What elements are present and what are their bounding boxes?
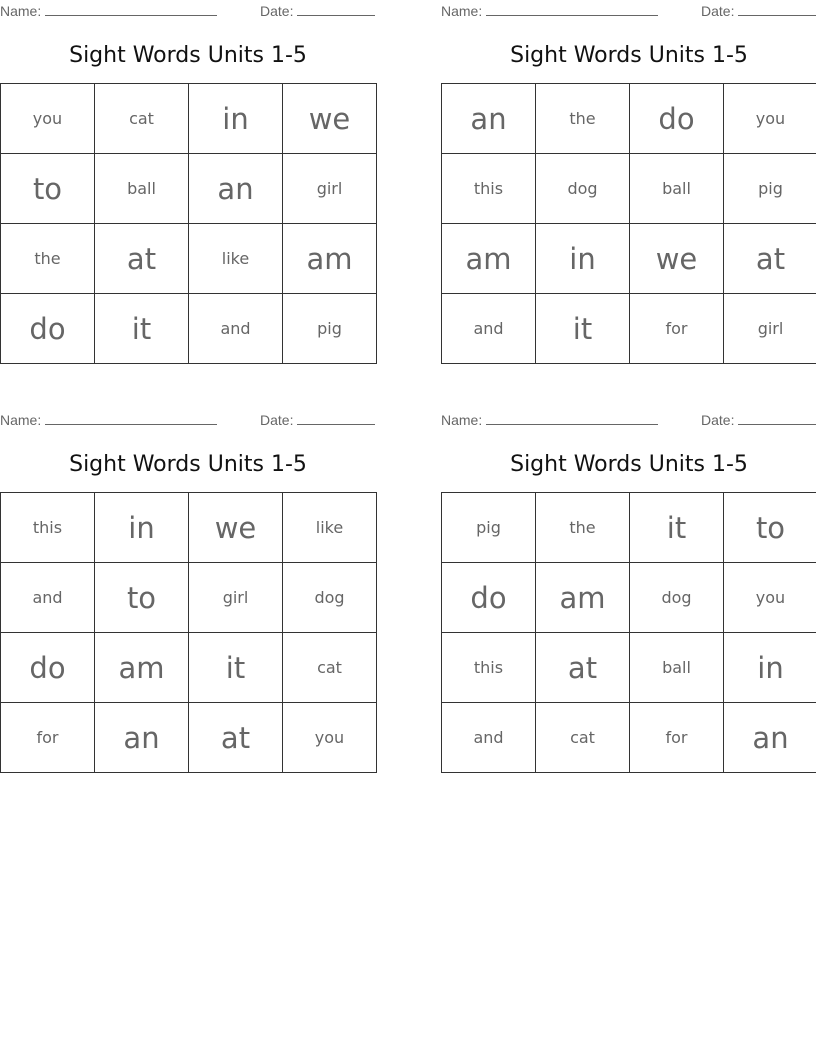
grid-row [442,154,816,224]
date-label: Date: [260,412,294,428]
date-label: Date: [701,3,735,19]
word-cell: do [442,563,536,633]
word-cell: it [189,633,283,703]
date-field [260,3,375,19]
word-cell: am [95,633,189,703]
grid-row [1,703,377,773]
card-title: Sight Words Units 1-5 [510,43,748,68]
word-cell: we [189,493,283,563]
word-cell: am [536,563,630,633]
word-cell: in [724,633,816,703]
name-field [441,412,658,428]
name-blank-line [486,3,658,16]
date-field [701,412,816,428]
word-cell: at [189,703,283,773]
name-label: Name: [441,3,483,19]
name-date-line [441,412,816,428]
word-cell: pig [283,294,377,364]
grid-row [1,224,377,294]
word-cell: in [189,84,283,154]
name-label: Name: [0,412,42,428]
name-blank-line [45,3,217,16]
word-cell: cat [536,703,630,773]
word-cell: we [630,224,724,294]
grid-row [1,633,377,703]
word-cell: at [724,224,816,294]
word-cell: at [95,224,189,294]
word-cell: the [1,224,95,294]
word-grid [441,83,816,364]
grid-row [442,633,816,703]
word-cell: to [1,154,95,224]
word-cell: this [442,154,536,224]
date-blank-line [297,412,375,425]
word-cell: an [442,84,536,154]
word-cell: dog [283,563,377,633]
word-grid [441,492,816,773]
word-cell: you [1,84,95,154]
word-cell: dog [630,563,724,633]
word-cell: and [442,294,536,364]
word-cell: it [95,294,189,364]
word-cell: girl [189,563,283,633]
card-title: Sight Words Units 1-5 [69,452,307,477]
word-cell: to [724,493,816,563]
word-cell: do [630,84,724,154]
word-cell: pig [724,154,816,224]
word-grid [0,492,377,773]
grid-row [442,563,816,633]
word-cell: and [442,703,536,773]
date-field [701,3,816,19]
name-field [0,412,217,428]
card-title: Sight Words Units 1-5 [69,43,307,68]
name-label: Name: [441,412,483,428]
word-cell: and [189,294,283,364]
word-cell: am [442,224,536,294]
word-cell: ball [95,154,189,224]
word-cell: dog [536,154,630,224]
word-cell: to [95,563,189,633]
name-blank-line [45,412,217,425]
name-label: Name: [0,3,42,19]
word-grid [0,83,377,364]
word-cell: ball [630,633,724,703]
word-cell: do [1,633,95,703]
word-cell: you [283,703,377,773]
grid-row [1,493,377,563]
word-cell: cat [95,84,189,154]
date-label: Date: [260,3,294,19]
grid-row [442,84,816,154]
name-field [441,3,658,19]
word-cell: for [1,703,95,773]
date-blank-line [738,412,816,425]
grid-row [1,154,377,224]
grid-row [442,493,816,563]
name-field [0,3,217,19]
word-cell: am [283,224,377,294]
name-date-line [0,412,376,428]
date-blank-line [297,3,375,16]
word-cell: an [189,154,283,224]
word-cell: at [536,633,630,703]
grid-row [442,294,816,364]
name-blank-line [486,412,658,425]
grid-row [442,224,816,294]
word-cell: for [630,703,724,773]
name-date-line [0,3,376,19]
word-cell: the [536,84,630,154]
word-cell: girl [283,154,377,224]
word-cell: it [630,493,724,563]
date-field [260,412,375,428]
name-date-line [441,3,816,19]
word-cell: in [95,493,189,563]
word-cell: it [536,294,630,364]
word-cell: this [1,493,95,563]
word-cell: like [189,224,283,294]
grid-row [1,294,377,364]
date-blank-line [738,3,816,16]
word-cell: an [724,703,816,773]
word-cell: ball [630,154,724,224]
word-cell: we [283,84,377,154]
word-cell: in [536,224,630,294]
word-cell: cat [283,633,377,703]
word-cell: this [442,633,536,703]
card-title: Sight Words Units 1-5 [510,452,748,477]
word-cell: an [95,703,189,773]
word-cell: and [1,563,95,633]
word-cell: you [724,563,816,633]
word-cell: do [1,294,95,364]
word-cell: like [283,493,377,563]
word-cell: you [724,84,816,154]
date-label: Date: [701,412,735,428]
grid-row [442,703,816,773]
word-cell: pig [442,493,536,563]
word-cell: the [536,493,630,563]
grid-row [1,84,377,154]
grid-row [1,563,377,633]
word-cell: for [630,294,724,364]
word-cell: girl [724,294,816,364]
